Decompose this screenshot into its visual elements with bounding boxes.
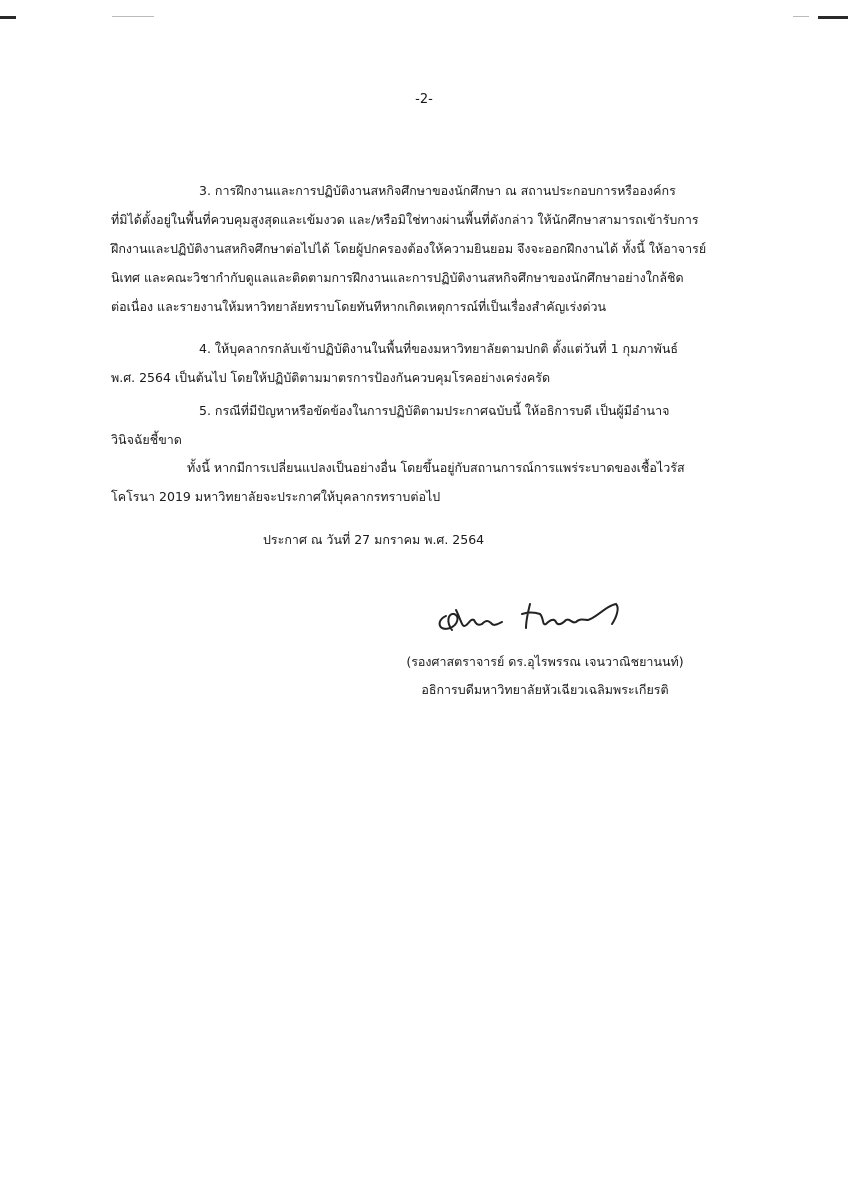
handwritten-signature (430, 596, 630, 640)
text-line: 3. การฝึกงานและการปฏิบัติงานสหกิจศึกษาของนักศึกษา ณ สถานประกอบการหรือองค์กร (199, 183, 676, 198)
text-line: โคโรนา 2019 มหาวิทยาลัยจะประกาศให้บุคลากรทราบต่อไป (111, 489, 441, 504)
signer-title: อธิการบดีมหาวิทยาลัยหัวเฉียวเฉลิมพระเกียรติ (421, 682, 669, 697)
text-line: ต่อเนื่อง และรายงานให้มหาวิทยาลัยทราบโดยทันทีหากเกิดเหตุการณ์ที่เป็นเรื่องสำคัญเร่งด่วน (111, 299, 607, 314)
paragraph-item-4 (111, 334, 745, 392)
paragraph-item-3 (111, 176, 745, 321)
text-line: ที่มิได้ตั้งอยู่ในพื้นที่ควบคุมสูงสุดและเข้มงวด และ/หรือมิใช่ทางผ่านพื้นที่ดังกล่าว ให้นักศึกษาสามารถเข้ารับการ (111, 212, 699, 227)
text-line: 4. ให้บุคลากรกลับเข้าปฏิบัติงานในพื้นที่ของมหาวิทยาลัยตามปกติ ตั้งแต่วันที่ 1 กุมภาพันธ์ (199, 341, 679, 356)
scan-edge-mark (818, 16, 848, 19)
paragraph-item-5 (111, 396, 745, 454)
text-line: พ.ศ. 2564 เป็นต้นไป โดยให้ปฏิบัติตามมาตรการป้องกันควบคุมโรคอย่างเคร่งครัด (111, 370, 551, 385)
scan-edge-mark (793, 16, 809, 17)
announcement-date: ประกาศ ณ วันที่ 27 มกราคม พ.ศ. 2564 (263, 532, 485, 547)
text-line: 5. กรณีที่มีปัญหาหรือขัดข้องในการปฏิบัติตามประกาศฉบับนี้ ให้อธิการบดี เป็นผู้มีอำนาจ (199, 403, 670, 418)
page-number: -2- (415, 92, 433, 107)
scan-edge-mark (0, 16, 16, 19)
signer-name: (รองศาสตราจารย์ ดร.อุไรพรรณ เจนวาณิชยานนท์) (406, 654, 684, 669)
scan-edge-mark (112, 16, 154, 17)
text-line: วินิจฉัยชี้ขาด (111, 432, 182, 447)
text-line: ฝึกงานและปฏิบัติงานสหกิจศึกษาต่อไปได้ โดยผู้ปกครองต้องให้ความยินยอม จึงจะออกฝึกงานได้ ทั้งนี้ ให้อาจารย์ (111, 241, 707, 256)
text-line: นิเทศ และคณะวิชากำกับดูแลและติดตามการฝึกงานและการปฏิบัติงานสหกิจศึกษาของนักศึกษาอย่างใกล้ชิด (111, 270, 684, 285)
closing-paragraph (111, 453, 745, 511)
text-line: ทั้งนี้ หากมีการเปลี่ยนแปลงเป็นอย่างอื่น โดยขึ้นอยู่กับสถานการณ์การแพร่ระบาดของเชื้อไวรัส (187, 460, 685, 475)
